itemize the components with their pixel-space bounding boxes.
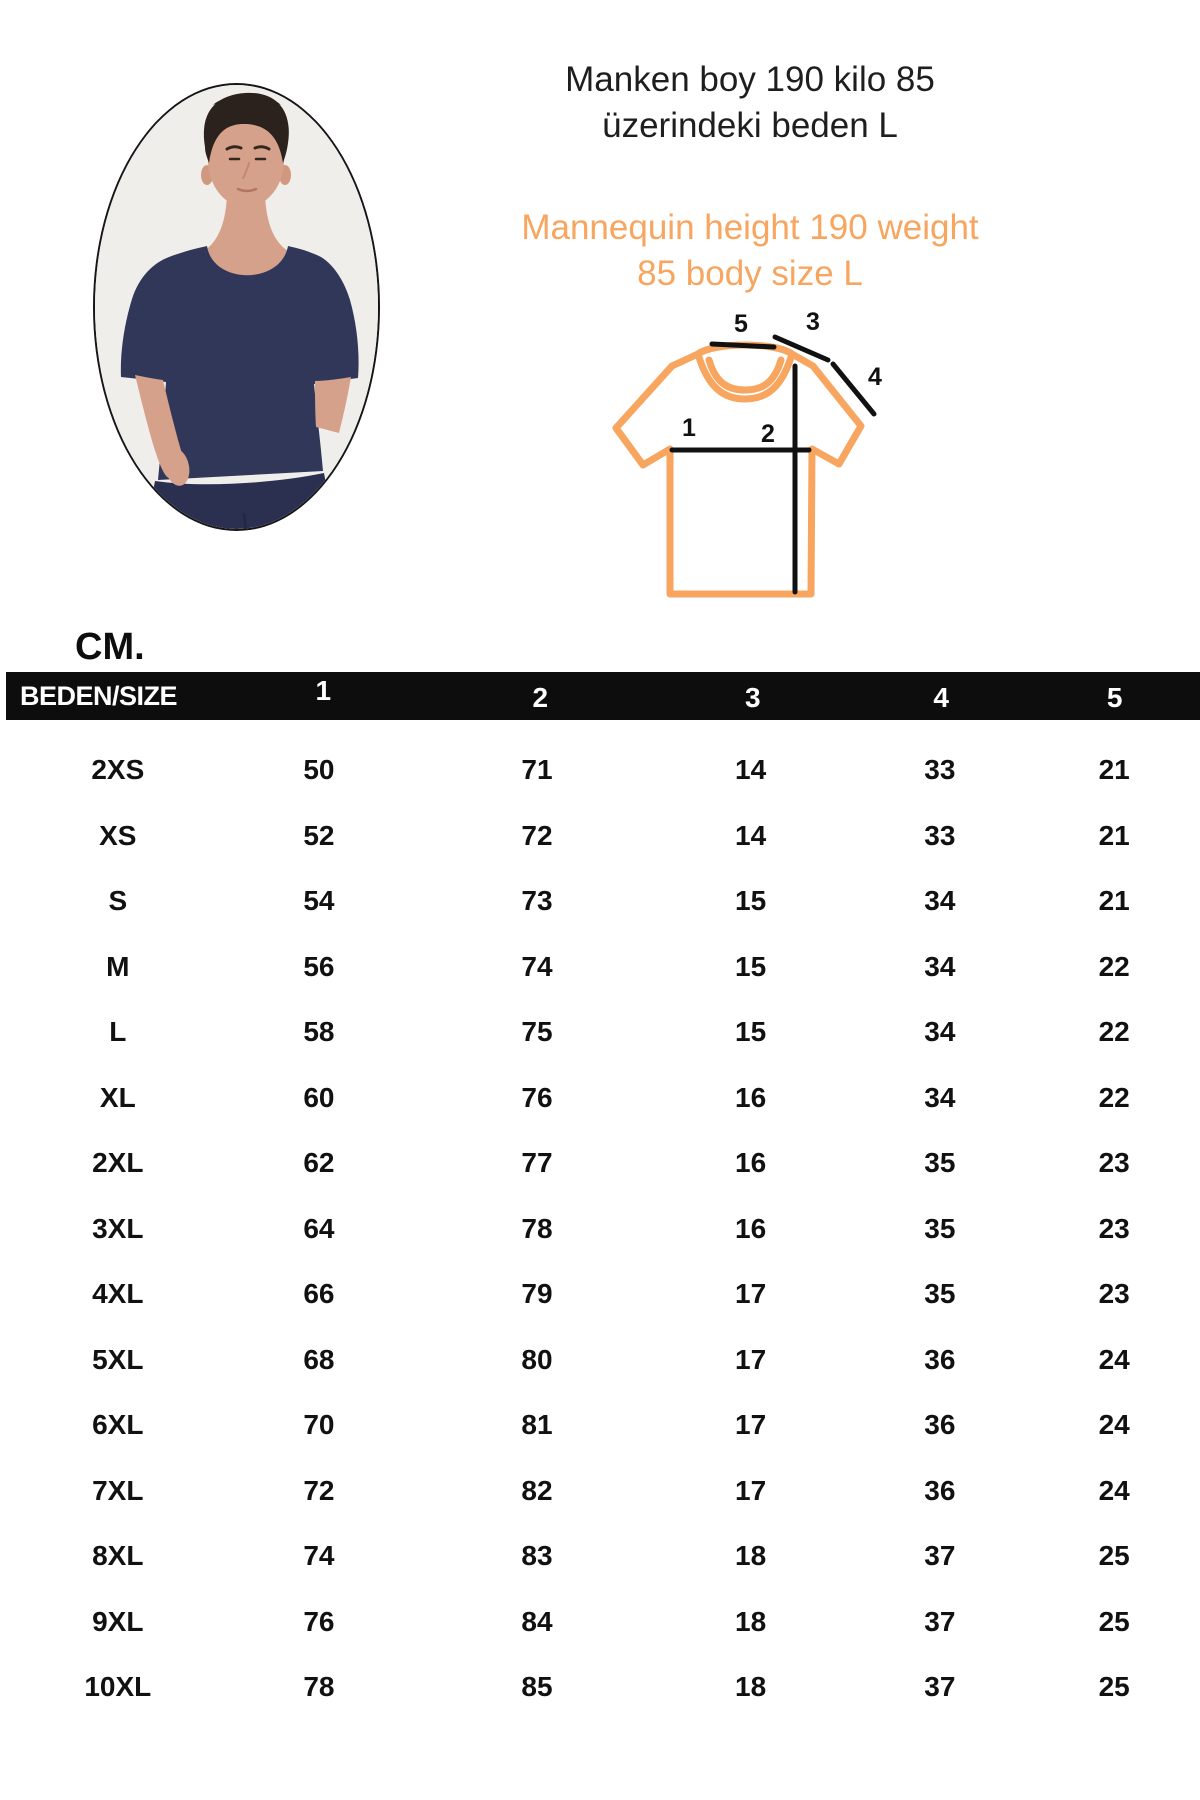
measurement-value: 81 bbox=[521, 1409, 553, 1440]
title-turkish bbox=[450, 57, 1050, 149]
measurement-value: 33 bbox=[924, 819, 956, 851]
title-english-line1: Mannequin height 190 weight bbox=[521, 208, 979, 247]
table-row bbox=[0, 1458, 1200, 1524]
measurement-value: 80 bbox=[521, 1343, 553, 1375]
measurement-value: 23 bbox=[1098, 1278, 1130, 1309]
table-row bbox=[0, 999, 1200, 1065]
header-col-3: 3 bbox=[745, 682, 761, 713]
table-row bbox=[0, 1654, 1200, 1720]
measurement-value: 15 bbox=[735, 1016, 767, 1047]
table-row bbox=[0, 1130, 1200, 1196]
measurement-value: 15 bbox=[735, 885, 767, 916]
measurement-value: 77 bbox=[521, 1147, 553, 1178]
measurement-value: 21 bbox=[1098, 885, 1130, 916]
measurement-value: 78 bbox=[303, 1671, 335, 1702]
measurement-value: 84 bbox=[521, 1605, 553, 1637]
measurement-value: 70 bbox=[303, 1409, 335, 1440]
measurement-value: 16 bbox=[735, 1147, 767, 1178]
measurement-value: 25 bbox=[1098, 1605, 1130, 1637]
measurement-value: 25 bbox=[1098, 1540, 1130, 1571]
measurement-value: 18 bbox=[735, 1605, 767, 1637]
size-label: 5XL bbox=[92, 1343, 144, 1375]
table-row bbox=[0, 934, 1200, 1000]
measurement-value: 37 bbox=[924, 1540, 956, 1571]
diagram-label-3: 3 bbox=[806, 308, 820, 336]
measurement-value: 21 bbox=[1098, 754, 1130, 785]
measurement-value: 54 bbox=[303, 885, 335, 916]
diagram-label-5: 5 bbox=[734, 310, 748, 338]
header-size-column: BEDEN/SIZE bbox=[20, 681, 178, 711]
measurement-value: 18 bbox=[735, 1540, 767, 1571]
measurement-value: 34 bbox=[924, 885, 956, 916]
measurement-value: 85 bbox=[521, 1671, 553, 1702]
measurement-value: 78 bbox=[521, 1212, 553, 1244]
size-label: 3XL bbox=[92, 1212, 144, 1244]
measurement-value: 14 bbox=[735, 819, 767, 851]
measurement-value: 76 bbox=[521, 1081, 553, 1113]
measurement-value: 64 bbox=[303, 1212, 335, 1244]
measurement-value: 34 bbox=[924, 1016, 956, 1047]
measurement-value: 34 bbox=[924, 1081, 956, 1113]
table-row bbox=[0, 1065, 1200, 1131]
size-label: 8XL bbox=[92, 1540, 144, 1571]
table-row bbox=[0, 1327, 1200, 1393]
title-turkish-line2: üzerindeki beden L bbox=[602, 106, 898, 145]
size-table-header bbox=[6, 672, 1200, 720]
measurement-value: 17 bbox=[735, 1343, 767, 1375]
measurement-value: 36 bbox=[924, 1343, 956, 1375]
title-turkish-line1: Manken boy 190 kilo 85 bbox=[565, 60, 935, 99]
measurement-value: 66 bbox=[303, 1278, 335, 1309]
measurement-value: 21 bbox=[1098, 819, 1130, 851]
model-photo bbox=[93, 83, 380, 531]
measurement-value: 82 bbox=[521, 1474, 553, 1506]
measurement-value: 76 bbox=[303, 1605, 335, 1637]
measurement-value: 24 bbox=[1098, 1409, 1130, 1440]
measurement-value: 22 bbox=[1098, 1016, 1130, 1047]
measure-line-5 bbox=[712, 344, 774, 347]
diagram-label-1: 1 bbox=[682, 414, 696, 442]
header-col-5: 5 bbox=[1106, 682, 1123, 713]
measurement-value: 15 bbox=[735, 950, 767, 982]
measurement-value: 36 bbox=[924, 1474, 956, 1506]
measurement-value: 23 bbox=[1098, 1212, 1130, 1244]
measurement-value: 34 bbox=[924, 950, 956, 982]
measurement-value: 50 bbox=[303, 754, 335, 785]
measurement-value: 18 bbox=[735, 1671, 767, 1702]
measurement-value: 17 bbox=[735, 1278, 767, 1309]
table-row bbox=[0, 1392, 1200, 1458]
measurement-value: 79 bbox=[521, 1278, 553, 1309]
measurement-value: 14 bbox=[735, 754, 767, 785]
tshirt-outline bbox=[616, 345, 861, 594]
size-label: M bbox=[106, 950, 130, 982]
header-col-4: 4 bbox=[933, 682, 949, 713]
measurement-value: 24 bbox=[1098, 1474, 1130, 1506]
unit-label: CM. bbox=[75, 626, 145, 668]
measurement-value: 37 bbox=[924, 1605, 956, 1637]
measurement-value: 68 bbox=[303, 1343, 335, 1375]
table-row bbox=[0, 1523, 1200, 1589]
measurement-value: 25 bbox=[1098, 1671, 1130, 1702]
measurement-value: 24 bbox=[1098, 1343, 1130, 1375]
size-label: 4XL bbox=[92, 1278, 144, 1309]
measurement-value: 75 bbox=[521, 1016, 553, 1047]
measurement-value: 33 bbox=[924, 754, 956, 785]
table-row bbox=[0, 1196, 1200, 1262]
measurement-value: 17 bbox=[735, 1474, 767, 1506]
measurement-value: 56 bbox=[303, 950, 335, 982]
measurement-value: 72 bbox=[303, 1474, 335, 1506]
measurement-value: 52 bbox=[303, 819, 335, 851]
measurement-value: 58 bbox=[303, 1016, 335, 1047]
table-row bbox=[0, 1589, 1200, 1655]
measurement-value: 35 bbox=[924, 1278, 956, 1309]
measurement-value: 60 bbox=[303, 1081, 335, 1113]
size-label: 6XL bbox=[92, 1409, 144, 1440]
measurement-value: 17 bbox=[735, 1409, 767, 1440]
table-row bbox=[0, 803, 1200, 869]
measurement-value: 23 bbox=[1098, 1147, 1130, 1178]
measurement-value: 16 bbox=[735, 1212, 767, 1244]
size-table-body bbox=[0, 720, 1200, 1720]
measurement-value: 37 bbox=[924, 1671, 956, 1702]
size-label: XL bbox=[99, 1081, 136, 1113]
size-label: 2XS bbox=[91, 754, 145, 785]
measurement-value: 71 bbox=[521, 754, 553, 785]
title-english-line2: 85 body size L bbox=[637, 254, 863, 293]
size-label: S bbox=[108, 885, 128, 916]
measurement-value: 16 bbox=[735, 1081, 767, 1113]
table-row bbox=[0, 737, 1200, 803]
size-label: 2XL bbox=[92, 1147, 144, 1178]
measurement-value: 22 bbox=[1098, 950, 1130, 982]
header-col-1: 1 bbox=[315, 675, 332, 706]
diagram-label-4: 4 bbox=[868, 363, 882, 391]
size-label: L bbox=[109, 1016, 127, 1047]
measurement-value: 62 bbox=[303, 1147, 335, 1178]
diagram-label-2: 2 bbox=[761, 420, 775, 448]
measurement-value: 35 bbox=[924, 1212, 956, 1244]
size-label: 9XL bbox=[92, 1605, 144, 1637]
measurement-value: 36 bbox=[924, 1409, 956, 1440]
measurement-value: 72 bbox=[521, 819, 553, 851]
measurement-value: 74 bbox=[303, 1540, 335, 1571]
model-illustration bbox=[95, 85, 380, 531]
size-label: 7XL bbox=[92, 1474, 144, 1506]
measurement-value: 22 bbox=[1098, 1081, 1130, 1113]
measurement-value: 83 bbox=[521, 1540, 553, 1571]
table-row bbox=[0, 1261, 1200, 1327]
tshirt-measurement-diagram bbox=[530, 278, 890, 608]
measurement-value: 73 bbox=[521, 885, 553, 916]
size-label: 10XL bbox=[84, 1671, 152, 1702]
measurement-value: 74 bbox=[521, 950, 553, 982]
size-label: XS bbox=[99, 819, 137, 851]
measurement-value: 35 bbox=[924, 1147, 956, 1178]
table-row bbox=[0, 868, 1200, 934]
header-col-2: 2 bbox=[532, 682, 549, 713]
